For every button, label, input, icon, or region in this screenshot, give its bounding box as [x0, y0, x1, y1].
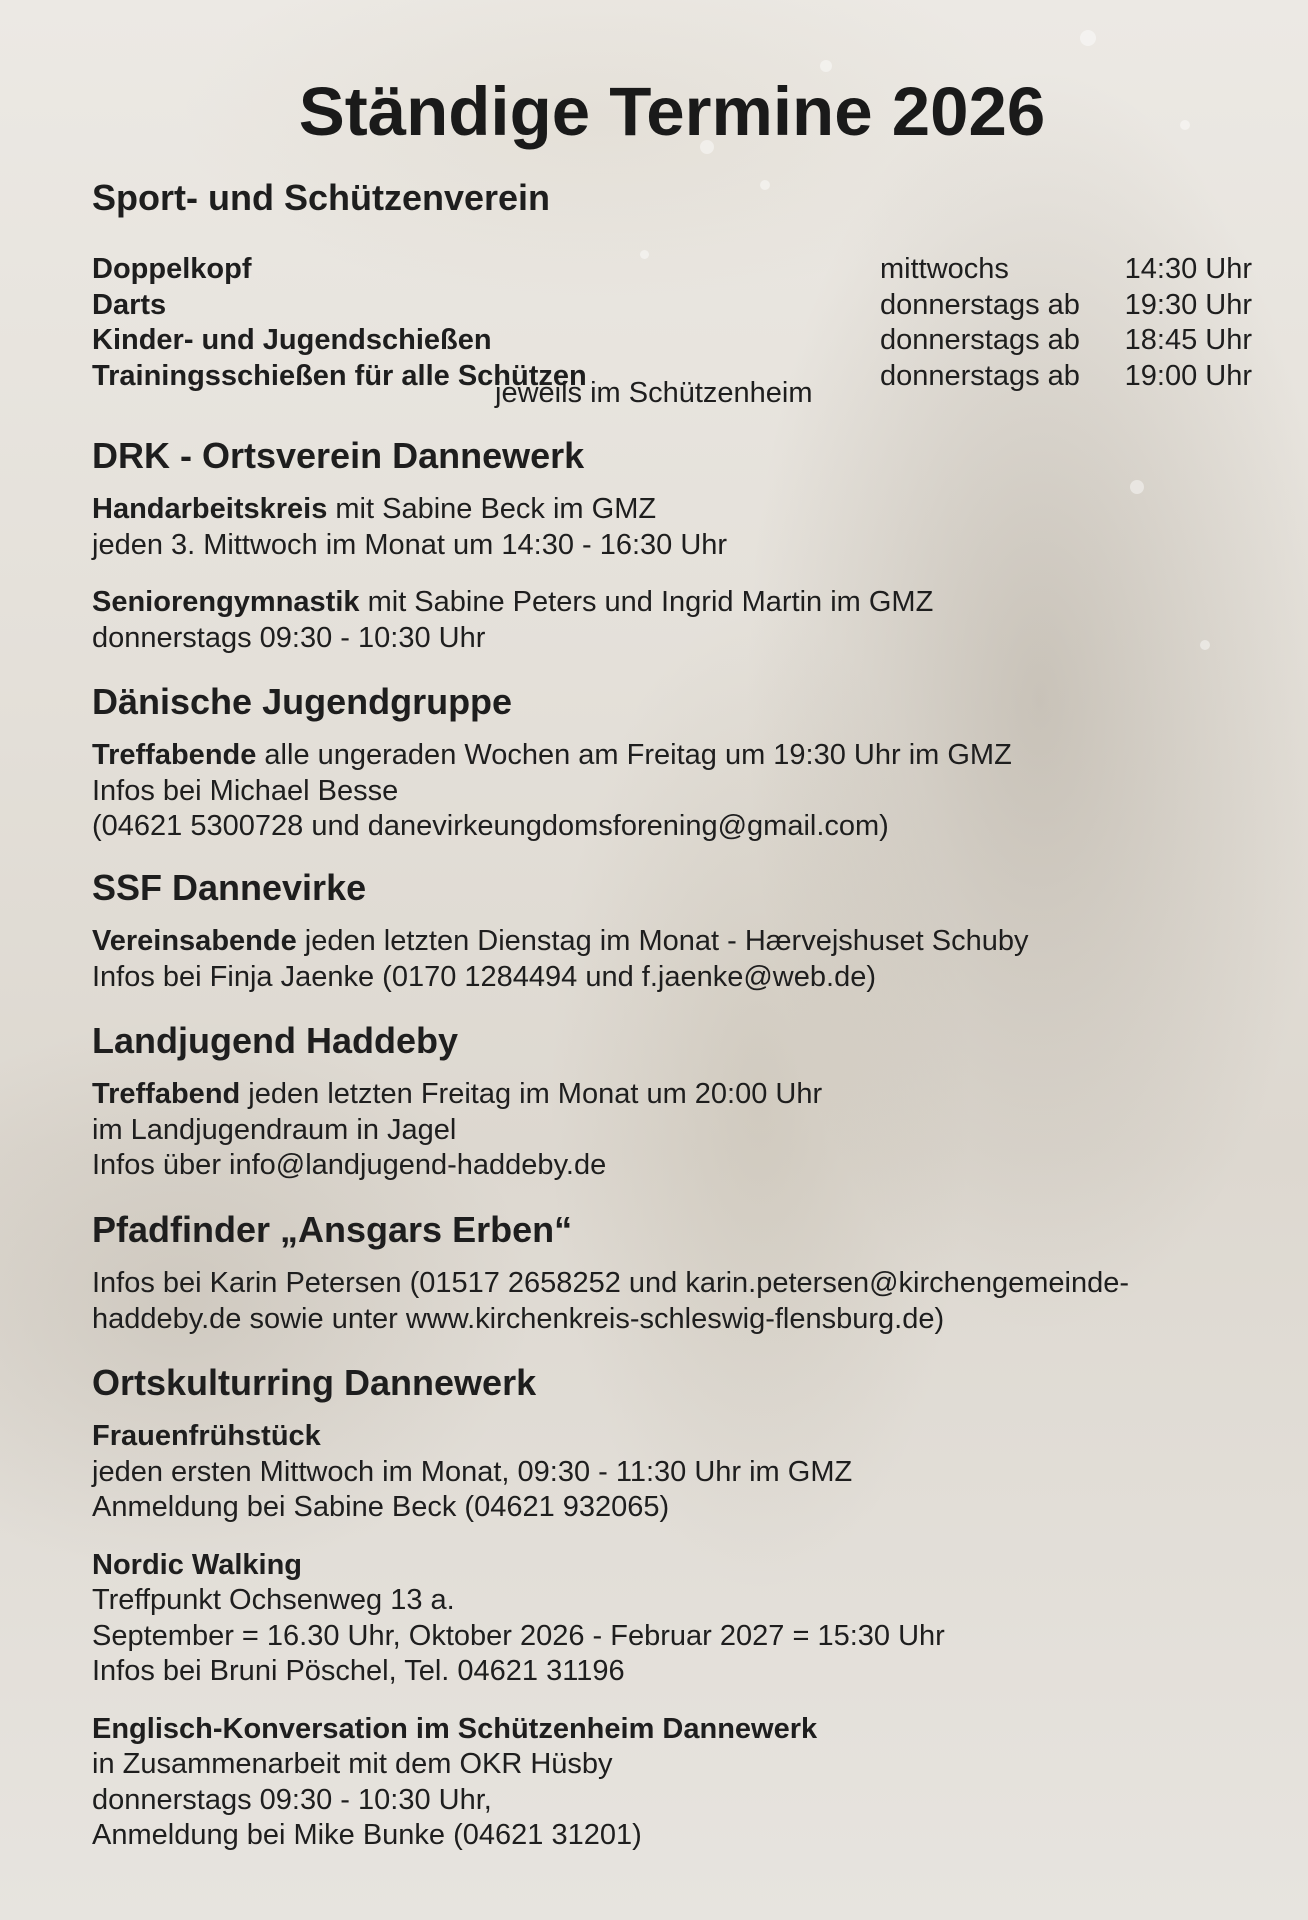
event-title: Nordic Walking [92, 1548, 302, 1581]
event-detail: jeden letzten Dienstag im Monat - Hærvejshuset Schuby [296, 925, 1029, 957]
event-handarbeitskreis [92, 492, 1252, 563]
activity-name: Trainingsschießen für alle Schützen [92, 359, 587, 392]
event-nordic-walking [92, 1548, 1252, 1690]
contact-info: (04621 5300728 und danevirkeungdomsforening@gmail.com) [92, 810, 889, 842]
event-detail: donnerstags 09:30 - 10:30 Uhr, [92, 1783, 492, 1816]
section-pfadfinder [92, 1208, 1252, 1337]
schedule-row [92, 323, 1252, 359]
section-heading: DRK - Ortsverein Dannewerk [92, 435, 585, 476]
section-sportverein [92, 176, 1252, 409]
event-detail: mit Sabine Peters und Ingrid Martin im GMZ [359, 586, 934, 618]
contact-info: Infos über info@landjugend-haddeby.de [92, 1149, 607, 1181]
schedule-row [92, 288, 1252, 324]
event-detail: jeden ersten Mittwoch im Monat, 09:30 - 11:30 Uhr im GMZ [92, 1455, 853, 1488]
event-detail: September = 16.30 Uhr, Oktober 2026 - Februar 2027 = 15:30 Uhr [92, 1619, 945, 1652]
event-detail: donnerstags 09:30 - 10:30 Uhr [92, 621, 486, 654]
section-ssf-dannevirke [92, 866, 1252, 995]
activity-day: donnerstags ab [880, 288, 1080, 321]
activity-time: 19:00 Uhr [1124, 359, 1252, 392]
bokeh-light [820, 60, 832, 72]
section-ortskulturring [92, 1361, 1252, 1876]
event-detail: jeden 3. Mittwoch im Monat um 14:30 - 16:30 Uhr [92, 528, 728, 561]
event-frauenfruehstueck [92, 1419, 1252, 1526]
section-drk [92, 434, 1252, 678]
contact-info: Anmeldung bei Mike Bunke (04621 31201) [92, 1819, 642, 1851]
section-daenische-jugendgruppe [92, 680, 1252, 845]
activity-day: donnerstags ab [880, 359, 1080, 392]
event-title: Treffabende [92, 739, 257, 771]
section-landjugend-haddeby [92, 1019, 1252, 1184]
activity-time: 19:30 Uhr [1124, 288, 1252, 321]
section-heading: SSF Dannevirke [92, 867, 367, 908]
event-title: Frauenfrühstück [92, 1420, 321, 1452]
event-title: Seniorengymnastik [92, 586, 360, 618]
event-englisch-konversation [92, 1712, 1252, 1854]
event-detail: Treffpunkt Ochsenweg 13 a. [92, 1584, 455, 1616]
activity-name: Doppelkopf [92, 253, 252, 285]
activity-day: donnerstags ab [880, 324, 1080, 356]
bokeh-light [1080, 30, 1096, 46]
event-seniorengymnastik [92, 585, 1252, 656]
contact-info: Infos bei Finja Jaenke (0170 1284494 und f.jaenke@web.de) [92, 960, 876, 993]
section-heading: Pfadfinder „Ansgars Erben“ [92, 1209, 573, 1250]
section-heading: Ortskulturring Dannewerk [92, 1362, 537, 1403]
contact-info: Infos bei Karin Petersen (01517 2658252 und karin.petersen@kirchengemeinde- [92, 1267, 1130, 1299]
event-title: Vereinsabende [92, 925, 297, 957]
event-detail: jeden letzten Freitag im Monat um 20:00 Uhr [240, 1078, 823, 1110]
event-detail: Infos bei Michael Besse [92, 774, 399, 807]
activity-name: Kinder- und Jugendschießen [92, 324, 492, 356]
page-title: Ständige Termine 2026 [298, 73, 1046, 150]
activity-day: mittwochs [880, 253, 1009, 285]
event-detail: alle ungeraden Wochen am Freitag um 19:30 Uhr im GMZ [256, 739, 1012, 771]
activity-name: Darts [92, 288, 167, 321]
contact-info: Anmeldung bei Sabine Beck (04621 932065) [92, 1491, 670, 1523]
activity-time: 14:30 Uhr [1124, 253, 1252, 285]
contact-info: haddeby.de sowie unter www.kirchenkreis-schleswig-flensburg.de) [92, 1302, 945, 1335]
event-detail: mit Sabine Beck im GMZ [327, 493, 657, 525]
event-title: Englisch-Konversation im Schützenheim Dannewerk [92, 1712, 818, 1745]
location-note: jeweils im Schützenheim [495, 377, 813, 409]
activity-time: 18:45 Uhr [1124, 324, 1252, 356]
event-detail: in Zusammenarbeit mit dem OKR Hüsby [92, 1748, 613, 1780]
event-title: Treffabend [92, 1078, 241, 1110]
contact-info: Infos bei Bruni Pöschel, Tel. 04621 31196 [92, 1655, 625, 1687]
event-detail: im Landjugendraum in Jagel [92, 1113, 457, 1146]
schedule-row [92, 252, 1252, 288]
event-title: Handarbeitskreis [92, 493, 328, 525]
section-heading: Landjugend Haddeby [92, 1020, 459, 1061]
section-heading: Dänische Jugendgruppe [92, 681, 513, 722]
section-heading: Sport- und Schützenverein [92, 177, 551, 218]
